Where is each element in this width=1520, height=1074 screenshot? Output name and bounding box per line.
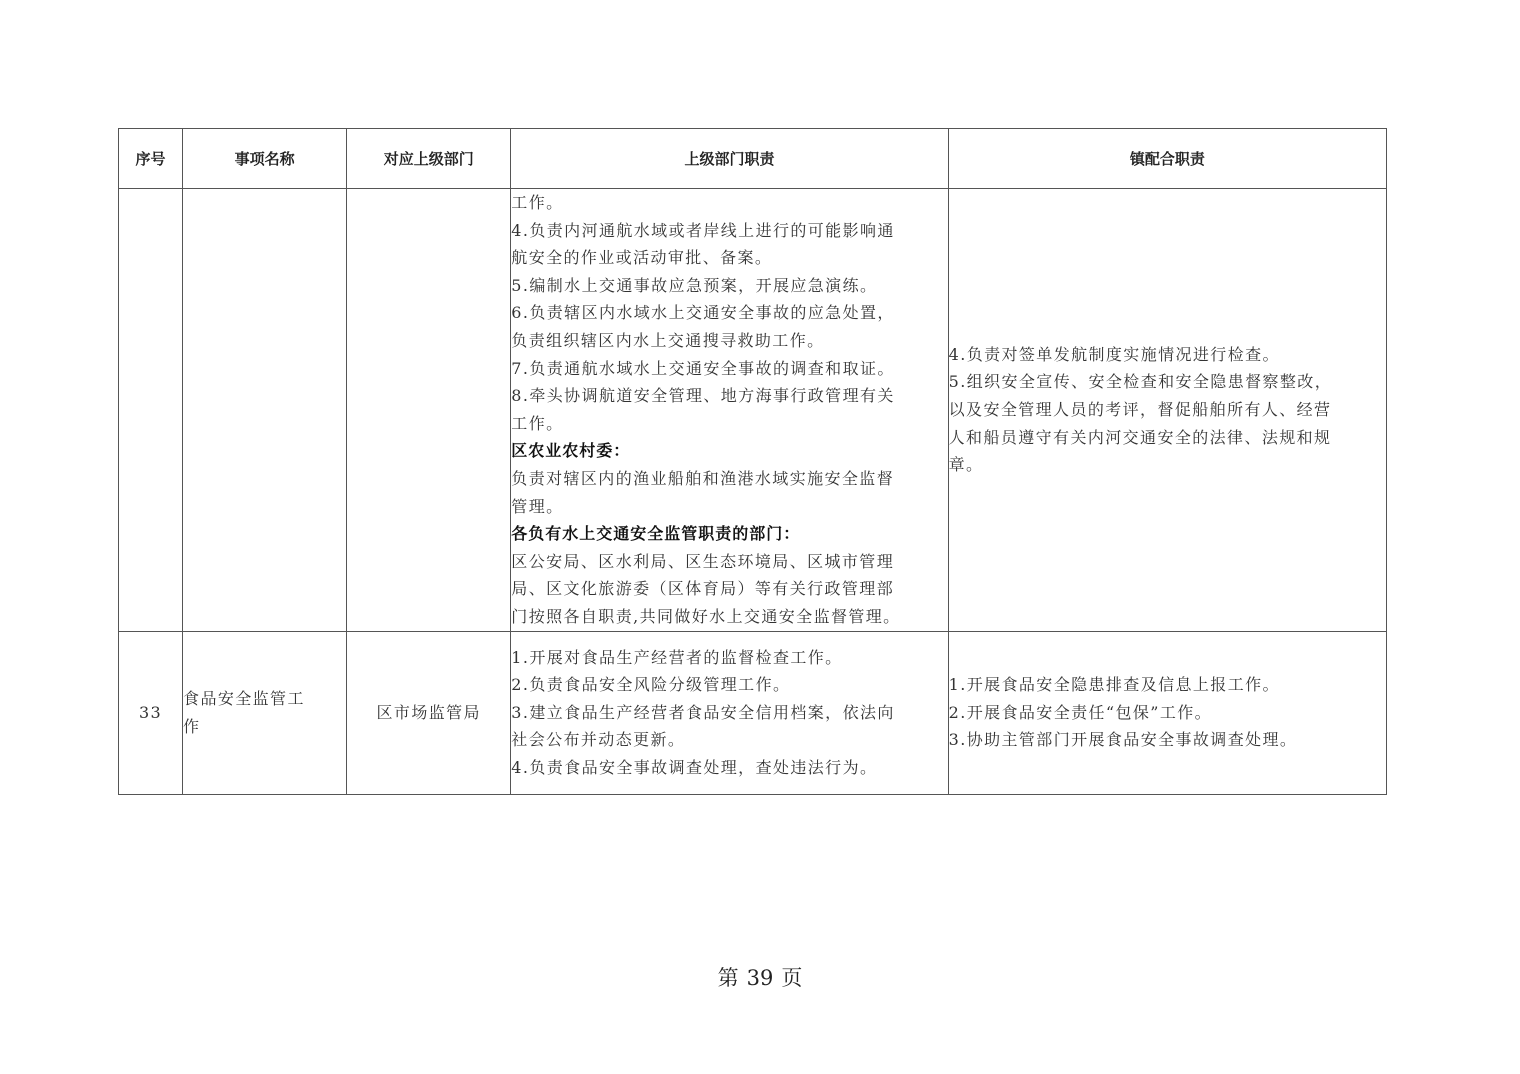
duty-line: 4.负责内河通航水域或者岸线上进行的可能影响通 [511,220,895,240]
name-line: 作 [183,716,201,736]
duty-table [118,128,1387,795]
town-line: 人和船员遵守有关内河交通安全的法律、法规和规 [948,427,1332,447]
duty-line: 航安全的作业或活动审批、备案。 [511,248,773,268]
cell-name [183,631,347,794]
dept-heading: 区农业农村委： [511,441,631,461]
header-duty: 上级部门职责 [511,129,948,189]
cell-dept: 区市场监管局 [347,631,511,794]
footer-prefix: 第 [717,966,739,990]
cell-town [948,189,1386,632]
town-line: 3.协助主管部门开展食品安全事故调查处理。 [948,730,1298,750]
header-row [119,129,1387,189]
town-line: 章。 [948,455,984,475]
duty-line: 负责组织辖区内水上交通搜寻救助工作。 [511,330,825,350]
duty-line: 5.编制水上交通事故应急预案，开展应急演练。 [511,275,878,295]
duty-line: 区公安局、区水利局、区生态环境局、区城市管理 [511,551,895,571]
duty-line: 8.牵头协调航道安全管理、地方海事行政管理有关 [511,386,895,406]
cell-duty [511,631,948,794]
duty-line: 2.负责食品安全风险分级管理工作。 [511,675,791,695]
duty-line: 管理。 [511,496,564,516]
header-name: 事项名称 [183,129,347,189]
duty-line: 6.负责辖区内水域水上交通安全事故的应急处置， [511,303,895,323]
footer-suffix: 页 [781,966,803,990]
table-row [119,631,1387,794]
dept-heading: 各负有水上交通安全监管职责的部门： [511,524,801,544]
header-dept: 对应上级部门 [347,129,511,189]
cell-no-empty [119,189,183,632]
town-line: 以及安全管理人员的考评，督促船舶所有人、经营 [948,399,1332,419]
page-footer [0,962,1520,992]
duty-line: 4.负责食品安全事故调查处理，查处违法行为。 [511,757,878,777]
duty-line: 7.负责通航水域水上交通安全事故的调查和取证。 [511,358,895,378]
duty-line: 社会公布并动态更新。 [511,730,686,750]
cell-no: 33 [119,631,183,794]
cell-duty [511,189,948,632]
town-line: 1.开展食品安全隐患排查及信息上报工作。 [948,675,1280,695]
cell-town [948,631,1386,794]
header-town: 镇配合职责 [948,129,1386,189]
duty-line: 3.建立食品生产经营者食品安全信用档案，依法向 [511,702,895,722]
duty-line: 1.开展对食品生产经营者的监督检查工作。 [511,647,843,667]
town-line: 5.组织安全宣传、安全检查和安全隐患督察整改， [948,372,1333,392]
cell-name-empty [183,189,347,632]
table-row [119,189,1387,632]
town-line: 2.开展食品安全责任“包保”工作。 [948,702,1213,722]
name-line: 食品安全监管工 [183,688,305,708]
duty-line: 工作。 [511,413,564,433]
duty-line: 负责对辖区内的渔业船舶和渔港水域实施安全监督 [511,468,895,488]
town-line: 4.负责对签单发航制度实施情况进行检查。 [948,344,1280,364]
cell-dept-empty [347,189,511,632]
duty-line: 门按照各自职责,共同做好水上交通安全监督管理。 [511,606,901,626]
duty-line: 局、区文化旅游委（区体育局）等有关行政管理部 [511,579,895,599]
duty-line: 工作。 [511,193,564,212]
header-no: 序号 [119,129,183,189]
page-number: 39 [746,966,774,990]
